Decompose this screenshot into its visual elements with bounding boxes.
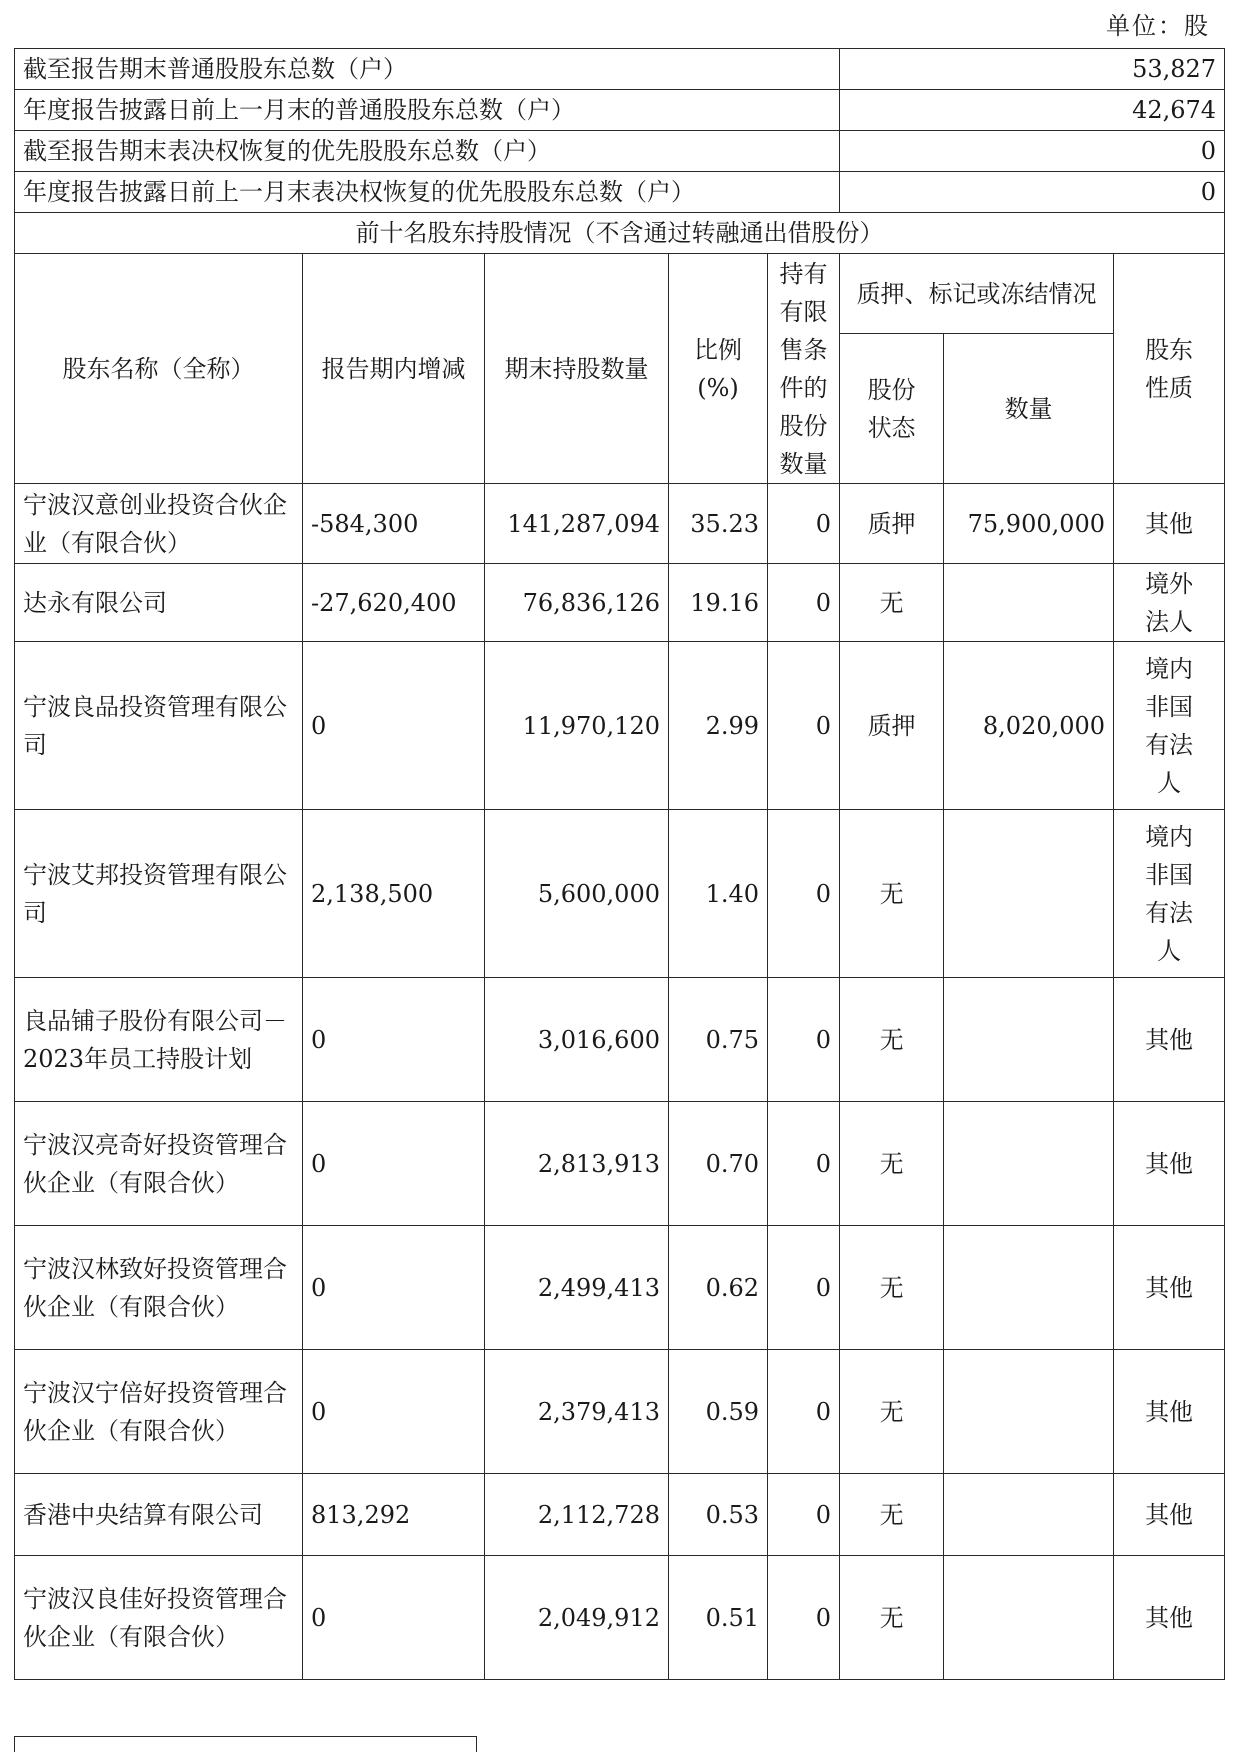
change-cell: 0 <box>303 1350 485 1474</box>
nature-cell: 其他 <box>1114 1226 1225 1350</box>
nature-cell: 其他 <box>1114 1474 1225 1556</box>
table-row <box>15 810 1225 978</box>
summary-label: 年度报告披露日前上一月末的普通股股东总数（户） <box>15 90 840 131</box>
nature-cell: 境外法人 <box>1114 564 1225 642</box>
pledge-qty-cell <box>944 1474 1114 1556</box>
table-row <box>15 1350 1225 1474</box>
summary-row <box>15 131 1225 172</box>
pledge-qty-cell <box>944 810 1114 978</box>
pledge-status-cell: 无 <box>840 1556 944 1680</box>
pledge-qty-cell: 75,900,000 <box>944 484 1114 564</box>
header-ratio: 比例(%) <box>669 254 768 484</box>
restricted-cell: 0 <box>768 1226 840 1350</box>
ratio-cell: 0.59 <box>669 1350 768 1474</box>
restricted-cell: 0 <box>768 1474 840 1556</box>
change-cell: 813,292 <box>303 1474 485 1556</box>
summary-label: 截至报告期末普通股股东总数（户） <box>15 49 840 90</box>
pledge-status-cell: 无 <box>840 1350 944 1474</box>
table-row <box>15 642 1225 810</box>
summary-value: 0 <box>840 131 1225 172</box>
header-pledge-status: 股份状态 <box>840 334 944 484</box>
header-nature: 股东性质 <box>1114 254 1225 484</box>
summary-value: 0 <box>840 172 1225 213</box>
pledge-status-cell: 无 <box>840 810 944 978</box>
table-row <box>15 1226 1225 1350</box>
pledge-status-cell: 无 <box>840 1102 944 1226</box>
ratio-cell: 2.99 <box>669 642 768 810</box>
header-shares: 期末持股数量 <box>485 254 669 484</box>
pledge-qty-cell <box>944 1102 1114 1226</box>
restricted-cell: 0 <box>768 1556 840 1680</box>
section-title: 前十名股东持股情况（不含通过转融通出借股份） <box>15 213 1225 254</box>
ratio-cell: 0.70 <box>669 1102 768 1226</box>
change-cell: 2,138,500 <box>303 810 485 978</box>
change-cell: 0 <box>303 1102 485 1226</box>
ratio-cell: 0.51 <box>669 1556 768 1680</box>
ratio-cell: 0.62 <box>669 1226 768 1350</box>
change-cell: -584,300 <box>303 484 485 564</box>
header-name: 股东名称（全称） <box>15 254 303 484</box>
restricted-cell: 0 <box>768 642 840 810</box>
pledge-qty-cell <box>944 1226 1114 1350</box>
summary-value: 42,674 <box>840 90 1225 131</box>
restricted-cell: 0 <box>768 978 840 1102</box>
restricted-cell: 0 <box>768 1350 840 1474</box>
table-continuation-line <box>14 1736 476 1737</box>
pledge-qty-cell <box>944 564 1114 642</box>
summary-label: 截至报告期末表决权恢复的优先股股东总数（户） <box>15 131 840 172</box>
summary-label: 年度报告披露日前上一月末表决权恢复的优先股股东总数（户） <box>15 172 840 213</box>
shares-cell: 2,499,413 <box>485 1226 669 1350</box>
shareholder-name: 宁波汉良佳好投资管理合伙企业（有限合伙） <box>15 1556 303 1680</box>
header-change: 报告期内增减 <box>303 254 485 484</box>
pledge-qty-cell: 8,020,000 <box>944 642 1114 810</box>
header-pledge-qty: 数量 <box>944 334 1114 484</box>
header-row <box>15 254 1225 334</box>
shares-cell: 5,600,000 <box>485 810 669 978</box>
table-continuation-stub <box>476 1736 478 1752</box>
pledge-status-cell: 无 <box>840 978 944 1102</box>
table-row <box>15 564 1225 642</box>
shares-cell: 76,836,126 <box>485 564 669 642</box>
nature-cell: 其他 <box>1114 1350 1225 1474</box>
shares-cell: 2,112,728 <box>485 1474 669 1556</box>
nature-cell: 境内非国有法人 <box>1114 642 1225 810</box>
shareholder-name: 宁波良品投资管理有限公司 <box>15 642 303 810</box>
shareholder-name: 宁波汉宁倍好投资管理合伙企业（有限合伙） <box>15 1350 303 1474</box>
table-row <box>15 1474 1225 1556</box>
pledge-status-cell: 无 <box>840 1226 944 1350</box>
change-cell: 0 <box>303 978 485 1102</box>
nature-cell: 其他 <box>1114 978 1225 1102</box>
shareholder-name: 达永有限公司 <box>15 564 303 642</box>
pledge-status-cell: 质押 <box>840 642 944 810</box>
shareholder-name: 香港中央结算有限公司 <box>15 1474 303 1556</box>
pledge-qty-cell <box>944 978 1114 1102</box>
ratio-cell: 0.75 <box>669 978 768 1102</box>
ratio-cell: 0.53 <box>669 1474 768 1556</box>
nature-cell: 境内非国有法人 <box>1114 810 1225 978</box>
nature-cell: 其他 <box>1114 1556 1225 1680</box>
shareholder-name: 宁波汉亮奇好投资管理合伙企业（有限合伙） <box>15 1102 303 1226</box>
header-restricted: 持有有限售条件的股份数量 <box>768 254 840 484</box>
shares-cell: 2,813,913 <box>485 1102 669 1226</box>
change-cell: 0 <box>303 1556 485 1680</box>
shareholder-table <box>14 48 1225 1680</box>
ratio-cell: 35.23 <box>669 484 768 564</box>
section-title-row <box>15 213 1225 254</box>
ratio-cell: 19.16 <box>669 564 768 642</box>
shareholder-name: 宁波艾邦投资管理有限公司 <box>15 810 303 978</box>
summary-row <box>15 172 1225 213</box>
summary-row <box>15 49 1225 90</box>
restricted-cell: 0 <box>768 810 840 978</box>
pledge-qty-cell <box>944 1556 1114 1680</box>
shares-cell: 11,970,120 <box>485 642 669 810</box>
table-row <box>15 978 1225 1102</box>
table-row <box>15 484 1225 564</box>
shares-cell: 2,049,912 <box>485 1556 669 1680</box>
pledge-qty-cell <box>944 1350 1114 1474</box>
change-cell: -27,620,400 <box>303 564 485 642</box>
shareholder-name: 宁波汉林致好投资管理合伙企业（有限合伙） <box>15 1226 303 1350</box>
restricted-cell: 0 <box>768 484 840 564</box>
summary-value: 53,827 <box>840 49 1225 90</box>
shares-cell: 3,016,600 <box>485 978 669 1102</box>
pledge-status-cell: 质押 <box>840 484 944 564</box>
restricted-cell: 0 <box>768 1102 840 1226</box>
restricted-cell: 0 <box>768 564 840 642</box>
header-pledge-group: 质押、标记或冻结情况 <box>840 254 1114 334</box>
shares-cell: 141,287,094 <box>485 484 669 564</box>
change-cell: 0 <box>303 1226 485 1350</box>
pledge-status-cell: 无 <box>840 1474 944 1556</box>
table-continuation-stub <box>14 1736 16 1752</box>
shares-cell: 2,379,413 <box>485 1350 669 1474</box>
ratio-cell: 1.40 <box>669 810 768 978</box>
table-row <box>15 1556 1225 1680</box>
shareholder-name: 良品铺子股份有限公司－2023年员工持股计划 <box>15 978 303 1102</box>
table-row <box>15 1102 1225 1226</box>
unit-label: 单位：股 <box>1106 12 1210 40</box>
nature-cell: 其他 <box>1114 484 1225 564</box>
summary-row <box>15 90 1225 131</box>
change-cell: 0 <box>303 642 485 810</box>
nature-cell: 其他 <box>1114 1102 1225 1226</box>
shareholder-name: 宁波汉意创业投资合伙企业（有限合伙） <box>15 484 303 564</box>
pledge-status-cell: 无 <box>840 564 944 642</box>
